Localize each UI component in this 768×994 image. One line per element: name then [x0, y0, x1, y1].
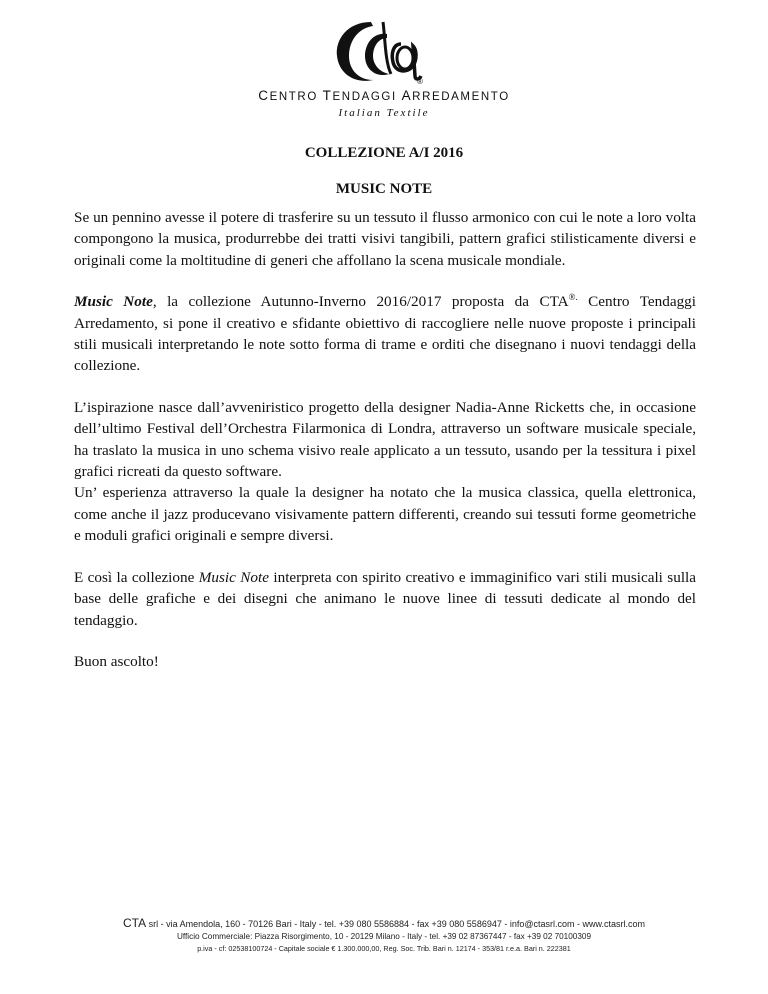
footer-legal: p.iva - cf: 02538100724 - Capitale sociale € 1.300.000,00, Reg. Soc. Trib. Bari n. 12174 - 353/81 r.e.a. Bari n. 222381 — [197, 944, 571, 953]
company-tagline: Italian Textile — [338, 107, 430, 119]
paragraph-collection: Music Note, la collezione Autunno-Inverno 2016/2017 proposta da CTA®. Centro Tendaggi Arredamento, si pone il creativo e sfidante obiettivo di raccogliere nelle nuove proposte i principali stili musicali interpretando le note sotto forma di trame e orditi che disegnano i nuovi tendaggi della collezione. — [74, 292, 696, 375]
company-logo — [0, 14, 768, 119]
footer-brand: CTA — [123, 916, 147, 930]
paragraph-intro: Se un pennino avesse il potere di trasferire su un tessuto il flusso armonico con cui le note a loro volta compongono la musica, produrrebbe dei tratti visivi tangibili, pattern grafici stilisticamente diversi e originali come la moltitudine di generi che affollano la scena musicale mondiale. — [74, 209, 696, 269]
registered-mark: ®. — [568, 292, 578, 303]
paragraph-experience: Un’ esperienza attraverso la quale la designer ha notato che la musica classica, quella elettronica, come anche il jazz producevano visivamente pattern differenti, creando sui tessuti forme geometriche e moduli grafici originali e sempre diversi. — [74, 484, 696, 545]
collection-name-inline: Music Note — [74, 293, 153, 311]
paragraph-closing: Buon ascolto! — [74, 652, 159, 670]
page-footer — [0, 917, 768, 955]
paragraph-inspiration: L’ispirazione nasce dall’avveniristico progetto della designer Nadia-Anne Ricketts che, in occasione dell’ultimo Festival dell’Orchestra Filarmonica di Londra, attraverso un software musicale speciale, ha traslato la musica in uno schema visivo reale applicato a un tessuto, usando per la tessitura i pixel grafici ricreati da questo software. — [74, 398, 696, 481]
company-initial: T — [322, 88, 333, 103]
svg-text:®: ® — [417, 77, 423, 86]
company-word: RREDAMENTO — [412, 91, 510, 103]
cta-monogram-icon — [329, 14, 439, 86]
footer-address: CTA srl - via Amendola, 160 - 70126 Bari - Italy - tel. +39 080 5586884 - fax +39 080 5586947 - info@ctasrl.com - www.ctasrl.com — [123, 916, 645, 930]
document-body — [74, 207, 696, 692]
collection-name-inline: Music Note — [198, 568, 269, 586]
company-word: ENDAGGI — [332, 91, 397, 103]
collection-name: MUSIC NOTE — [335, 181, 433, 197]
paragraph-conclusion: E così la collezione Music Note interpreta con spirito creativo e immaginifico vari stili musicali sulla base delle grafiche e dei disegni che animano le nuove linee di tessuti dedicate al mondo del tendaggio. — [74, 568, 696, 629]
collection-title: COLLEZIONE A/I 2016 — [304, 145, 464, 161]
company-name — [0, 88, 768, 103]
footer-office: Ufficio Commerciale: Piazza Risorgimento, 10 - 20129 Milano - Italy - tel. +39 02 87367447 - fax +39 02 70100309 — [176, 932, 591, 941]
company-word: ENTRO — [269, 91, 318, 103]
company-initial: A — [401, 88, 413, 103]
company-initial: C — [258, 88, 270, 103]
